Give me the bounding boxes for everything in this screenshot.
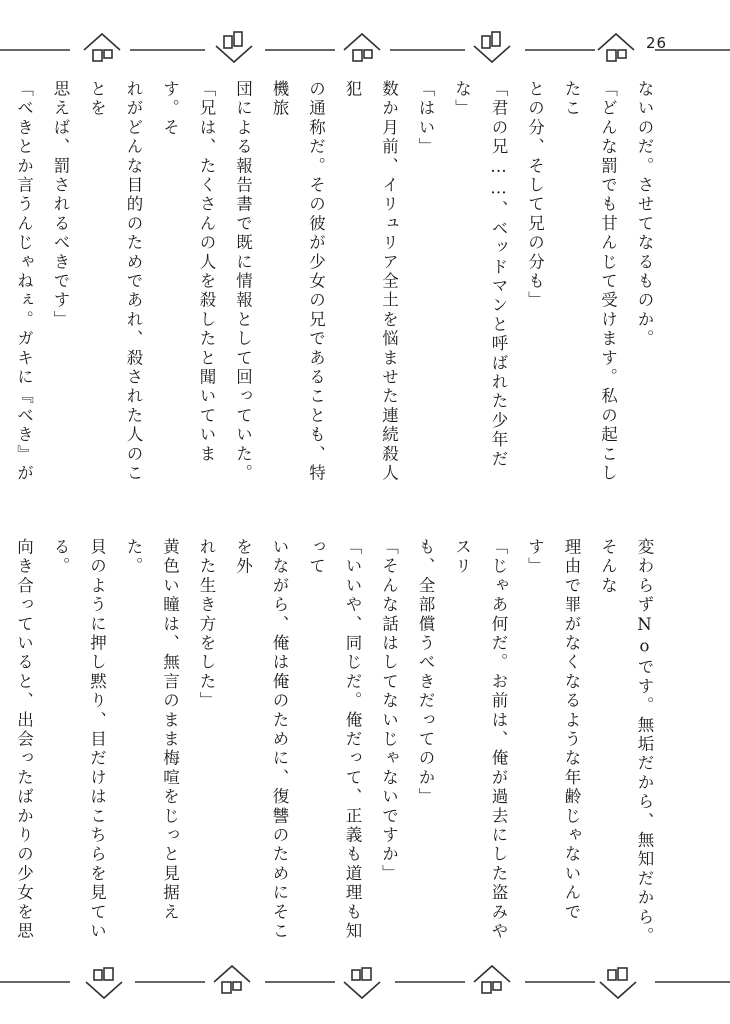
house-ornament-icon [344,34,380,61]
page-number: 26 [646,34,668,52]
house-ornament-icon [474,966,510,993]
text-line: 理由で罪がなくなるような年齢じゃないんです」 [525,538,581,922]
text-line: れた生き方をした」 [197,538,216,711]
upper-text-block [14,80,662,490]
roof-down-ornament-icon [474,32,510,62]
text-line: ないのだ。させてなるものか。 [635,80,654,349]
text-line: 「じゃあ何だ。お前は、俺が過去にした盗みやスリ [452,538,508,942]
text-line: れがどんな目的のためであれ、殺された人のことを [87,80,143,484]
text-line: 「はい」 [416,80,435,157]
top-ornament-border [0,12,730,72]
house-ornament-icon [598,34,634,61]
text-line: 団による報告書で既に情報として回っていた。 [233,80,253,484]
text-line: 「どんな罰でも甘んじて受けます。私の起こしたこ [562,80,618,484]
text-line: 思えば、罰されるべきです」 [51,80,70,330]
roof-down-ornament-icon [600,968,636,998]
house-ornament-icon [214,966,250,993]
text-line: との分、そして兄の分も」 [525,80,545,311]
bottom-ornament-border [0,958,730,1018]
text-line: 「いいや、同じだ。俺だって、正義も道理も知って [306,538,362,942]
text-line: 「そんな話はしてないじゃないですか」 [379,538,399,884]
roof-down-ornament-icon [344,968,380,998]
text-line: 「君の兄……、ベッドマンと呼ばれた少年だな」 [452,80,508,469]
house-ornament-icon [84,34,120,61]
text-line: も、全部償うべきだってのか」 [416,538,435,807]
text-line: 変わらずNoです。無垢だから、無知だから。そんな [598,538,654,947]
text-line: 「べきとか言うんじゃねぇ。ガキに『べき』が [14,80,34,484]
roof-down-ornament-icon [86,968,122,998]
text-line: の通称だ。その彼が少女の兄であることも、特機旅 [270,80,326,484]
lower-text-block [14,538,662,948]
text-line: いながら、俺は俺のために、復讐のためにそこを外 [233,538,289,942]
text-line: 黄色い瞳は、無言のまま梅喧をじっと見据えた。 [124,538,180,922]
roof-down-ornament-icon [216,32,252,62]
text-line: 「兄は、たくさんの人を殺したと聞いています。そ [160,80,216,464]
text-line: 数か月前、イリュリア全土を悩ませた連続殺人犯 [343,80,399,484]
text-line: 向き合っていると、出会ったばかりの少女を思 [14,538,34,942]
text-line: 貝のように押し黙り、目だけはこちらを見ている。 [51,538,107,942]
